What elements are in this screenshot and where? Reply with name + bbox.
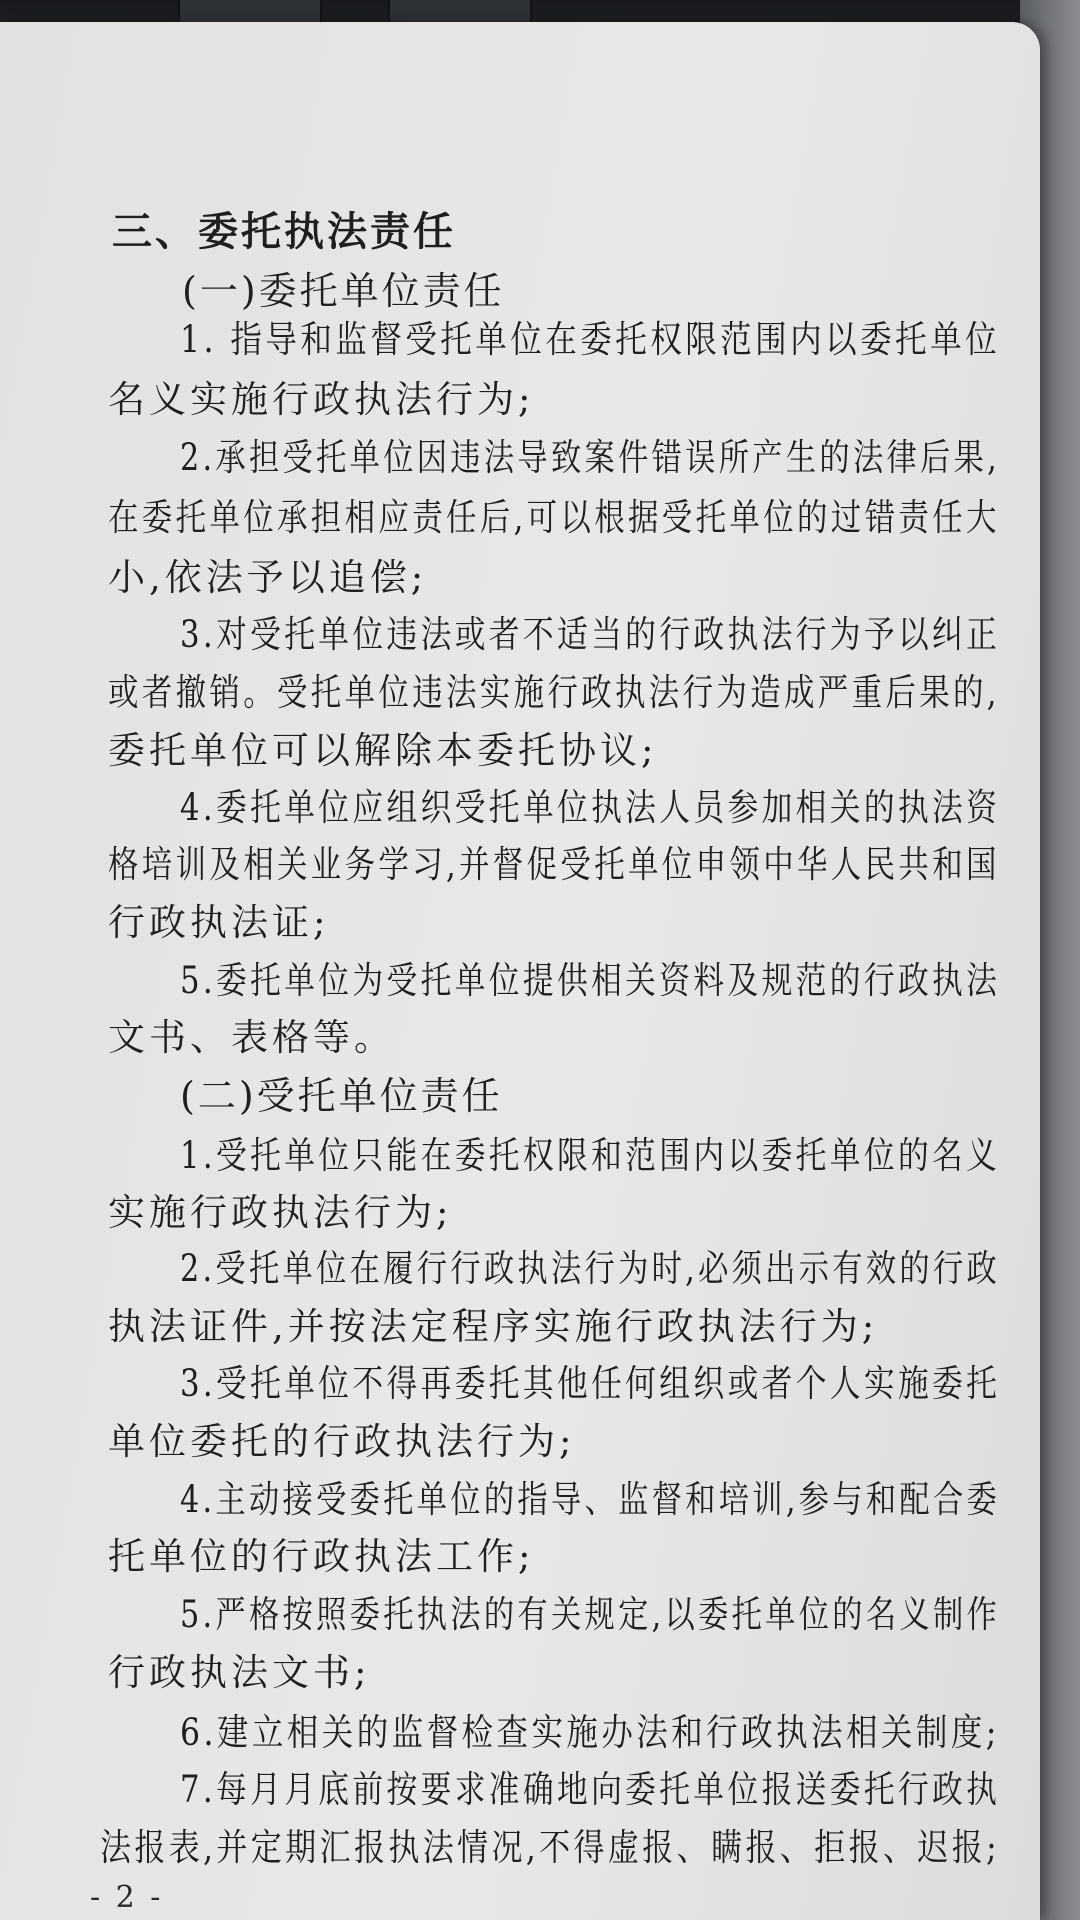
text-line: 5.委托单位为受托单位提供相关资料及规范的行政执法 bbox=[180, 959, 1001, 1002]
text-line: 5.严格按照委托执法的有关规定,以委托单位的名义制作 bbox=[180, 1593, 1001, 1636]
text-line: 1. 指导和监督受托单位在委托权限范围内以委托单位 bbox=[180, 318, 1001, 361]
text-line: 6.建立相关的监督检查实施办法和行政执法相关制度; bbox=[180, 1711, 1000, 1754]
text-line: 3.对受托单位违法或者不适当的行政执法行为予以纠正 bbox=[180, 613, 1001, 656]
text-line: 名义实施行政执法行为; bbox=[108, 378, 535, 421]
subsection-title: (一)委托单位责任 bbox=[182, 269, 505, 313]
text-line: 单位委托的行政执法行为; bbox=[108, 1420, 576, 1463]
text-line: 实施行政执法行为; bbox=[108, 1191, 453, 1234]
text-line: 4.主动接受委托单位的指导、监督和培训,参与和配合委 bbox=[180, 1478, 1001, 1521]
text-line: 行政执法文书; bbox=[108, 1651, 371, 1694]
subsection-title: (二)受托单位责任 bbox=[180, 1074, 503, 1118]
text-line: 法报表,并定期汇报执法情况,不得虚报、瞒报、拒报、迟报; bbox=[100, 1826, 1000, 1869]
text-line: 委托单位可以解除本委托协议; bbox=[108, 729, 658, 772]
page-number: - 2 - bbox=[90, 1880, 164, 1915]
text-line: 格培训及相关业务学习,并督促受托单位申领中华人民共和国 bbox=[108, 843, 1000, 886]
text-line: 1.受托单位只能在委托权限和范围内以委托单位的名义 bbox=[180, 1134, 1001, 1177]
text-line: 或者撤销。受托单位违法实施行政执法行为造成严重后果的, bbox=[108, 671, 1000, 714]
text-line: 文书、表格等。 bbox=[108, 1016, 395, 1059]
text-line: 4.委托单位应组织受托单位执法人员参加相关的执法资 bbox=[180, 786, 1001, 829]
text-line: 2.承担受托单位因违法导致案件错误所产生的法律后果, bbox=[180, 436, 1001, 479]
text-line: 行政执法证; bbox=[108, 901, 330, 944]
text-line: 小,依法予以追偿; bbox=[108, 556, 428, 599]
text-line: 2.受托单位在履行行政执法行为时,必须出示有效的行政 bbox=[180, 1247, 1001, 1290]
text-line: 托单位的行政执法工作; bbox=[108, 1535, 535, 1578]
text-line: 在委托单位承担相应责任后,可以根据受托单位的过错责任大 bbox=[108, 496, 1000, 539]
text-line: 7.每月月底前按要求准确地向委托单位报送委托行政执 bbox=[180, 1768, 1001, 1811]
document-page bbox=[0, 22, 1040, 1920]
text-line: 3.受托单位不得再委托其他任何组织或者个人实施委托 bbox=[180, 1362, 1001, 1405]
section-heading: 三、委托执法责任 bbox=[112, 208, 456, 255]
text-line: 执法证件,并按法定程序实施行政执法行为; bbox=[108, 1305, 879, 1348]
